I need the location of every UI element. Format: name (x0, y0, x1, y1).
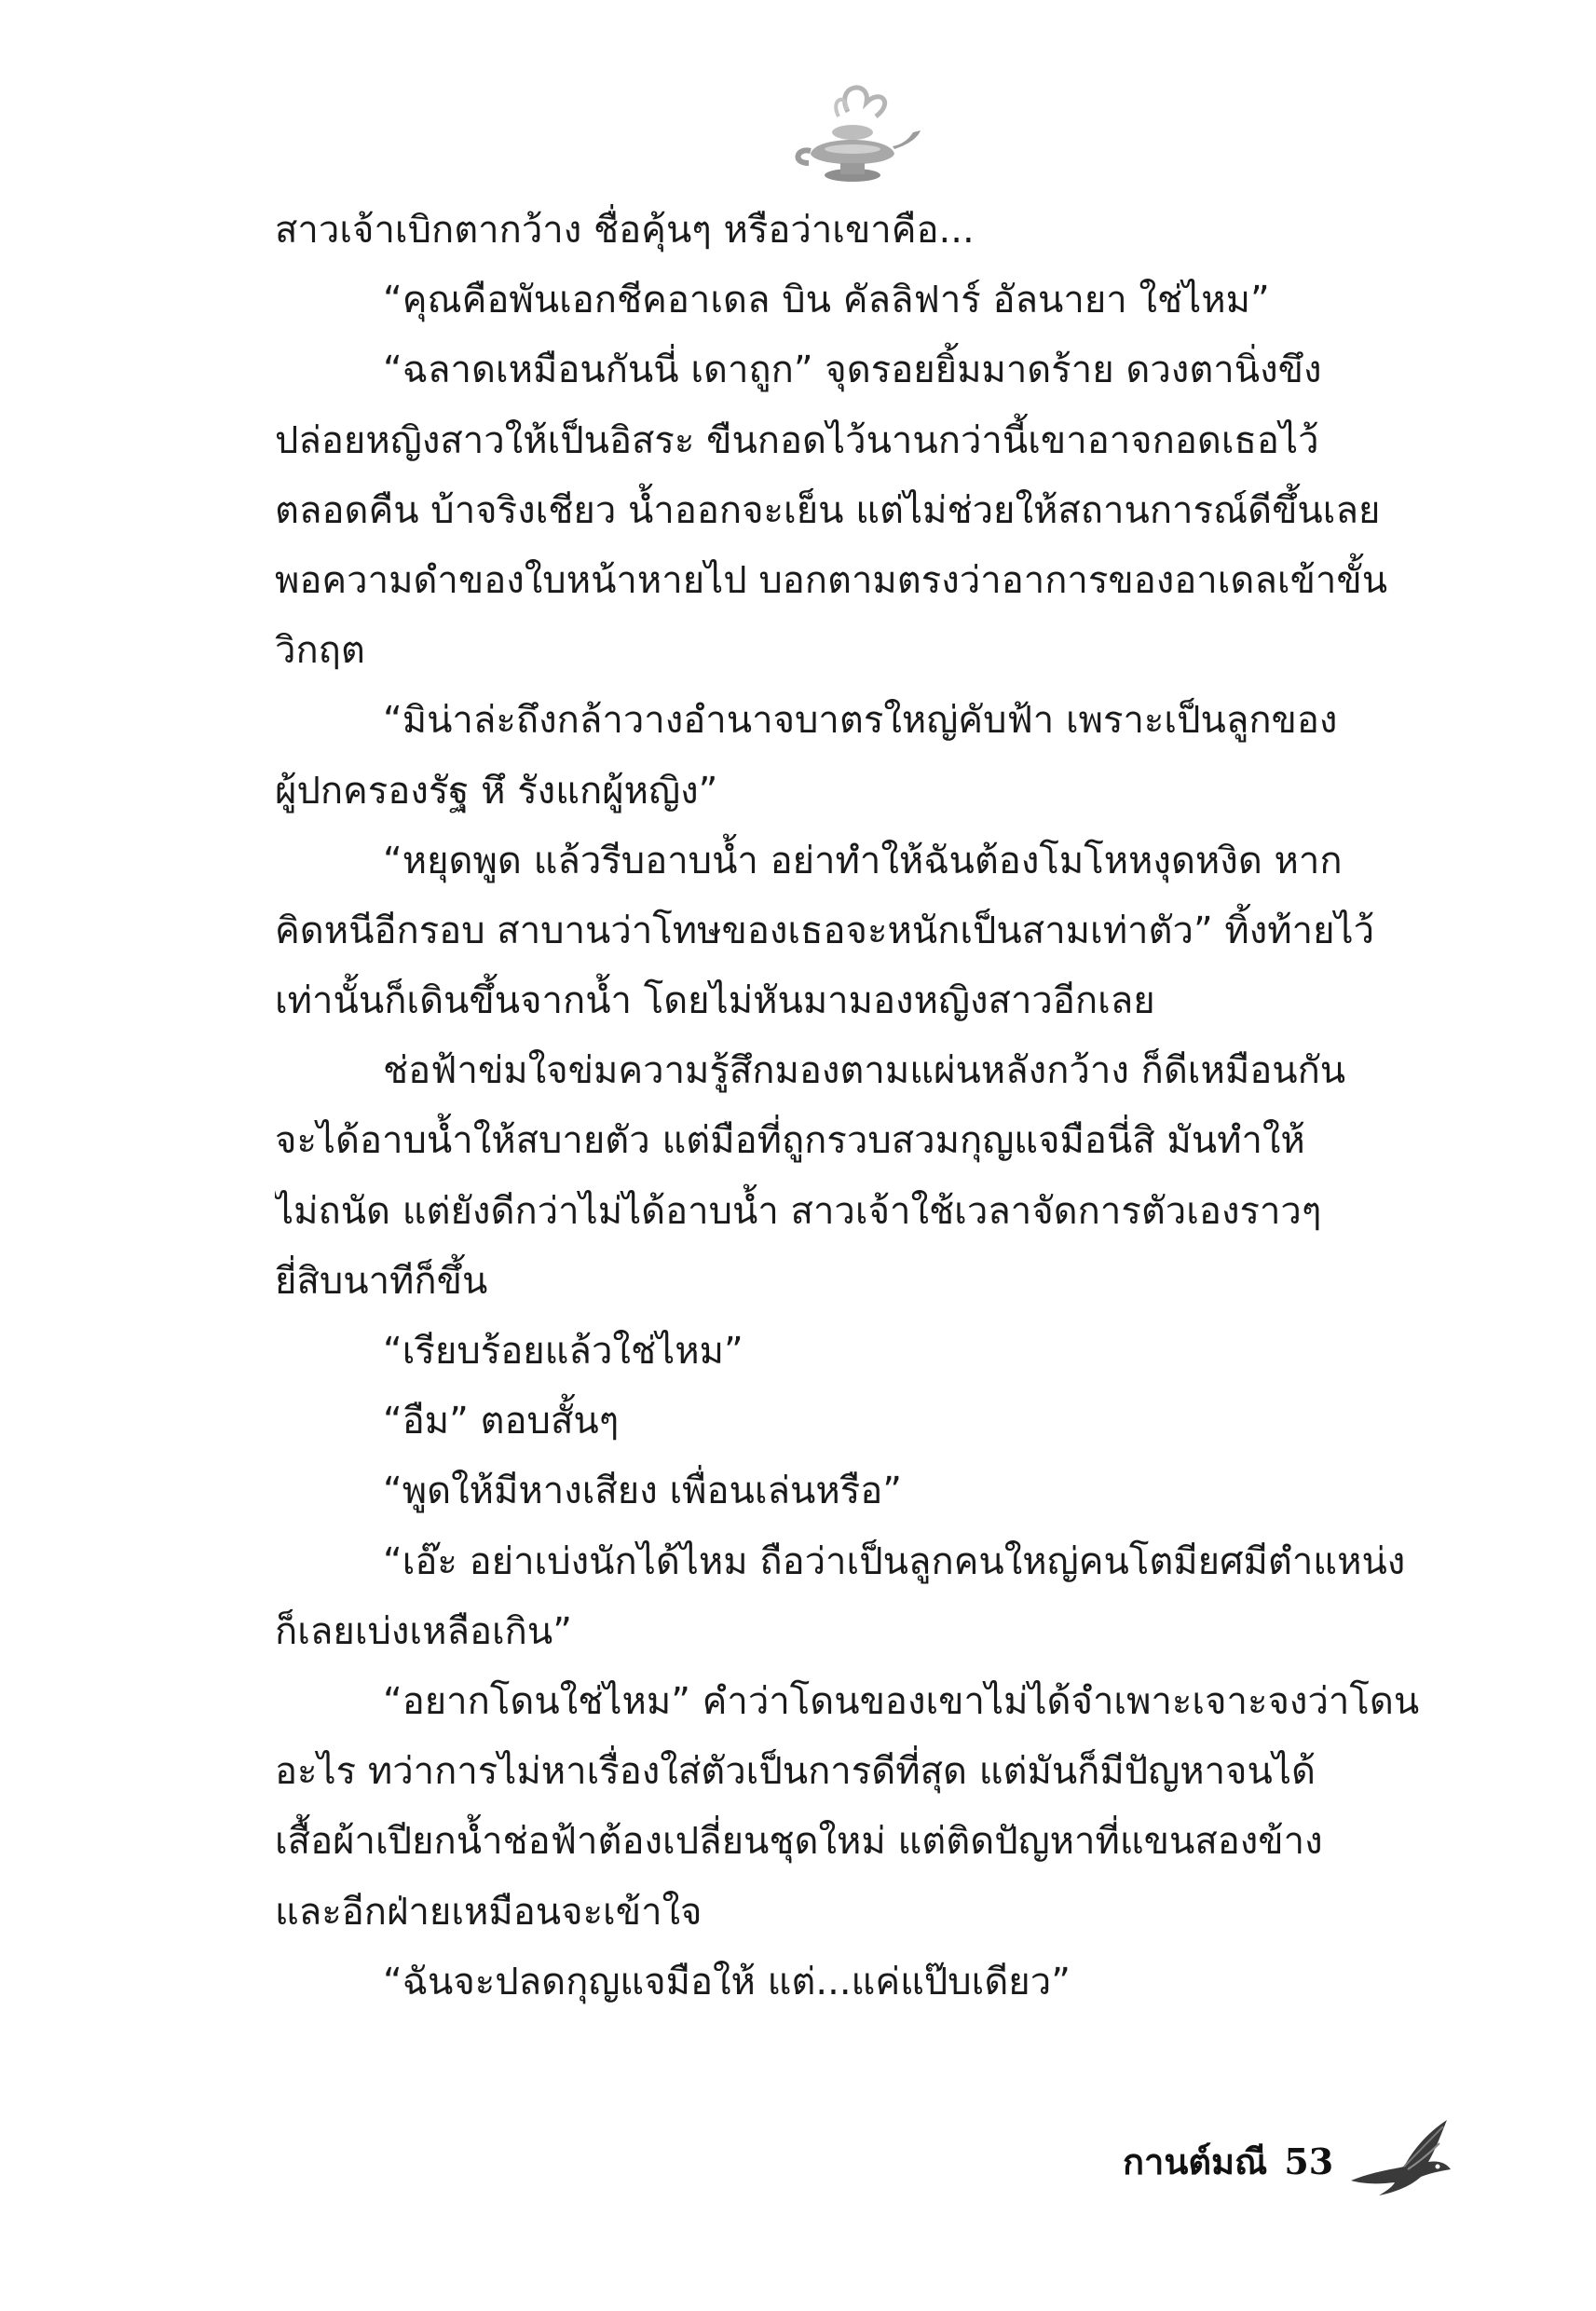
text-line: “อยากโดนใช่ไหม” คำว่าโดนของเขาไม่ได้จำเพาะเจาะจงว่าโดน (383, 1679, 1420, 1723)
text-line: พอความดำของใบหน้าหายไป บอกตามตรงว่าอาการของอาเดลเข้าขั้น (275, 558, 1388, 602)
text-line: สาวเจ้าเบิกตากว้าง ชื่อคุ้นๆ หรือว่าเขาคือ... (275, 209, 975, 252)
book-title: กานต์มณี (1123, 2140, 1268, 2182)
page-footer (1099, 2115, 1453, 2218)
text-line: “คุณคือพันเอกชีคอาเดล บิน คัลลิฟาร์ อัลนายา ใช่ไหม” (383, 279, 1270, 322)
text-line: เท่านั้นก็เดินขึ้นจากน้ำ โดยไม่หันมามองหญิงสาวอีกเลย (275, 979, 1155, 1023)
text-line: และอีกฝ่ายเหมือนจะเข้าใจ (275, 1890, 703, 1934)
text-line: ปล่อยหญิงสาวให้เป็นอิสระ ขืนกอดไว้นานกว่านี้เขาอาจกอดเธอไว้ (275, 418, 1319, 462)
bird-icon (1346, 2115, 1453, 2204)
footer-label (1123, 2139, 1333, 2185)
body-text (275, 196, 1430, 2017)
text-line: “ฉลาดเหมือนกันนี่ เดาถูก” จุดรอยยิ้มมาดร้าย ดวงตานิ่งขึง (383, 349, 1322, 392)
text-line: “พูดให้มีหางเสียง เพื่อนเล่นหรือ” (383, 1470, 902, 1513)
genie-lamp-icon (783, 75, 922, 196)
text-line: “ฉันจะปลดกุญแจมือให้ แต่...แค่แป๊บเดียว” (383, 1960, 1071, 2003)
text-line: “มิน่าล่ะถึงกล้าวางอำนาจบาตรใหญ่คับฟ้า เพราะเป็นลูกของ (383, 699, 1338, 743)
text-line: ยี่สิบนาทีก็ขึ้น (275, 1259, 488, 1303)
text-line: “หยุดพูด แล้วรีบอาบน้ำ อย่าทำให้ฉันต้องโมโหหงุดหงิด หาก (383, 839, 1343, 882)
text-line: ผู้ปกครองรัฐ หึ รังแกผู้หญิง” (275, 769, 718, 813)
text-line: วิกฤต (275, 629, 365, 673)
text-line: อะไร ทว่าการไม่หาเรื่องใส่ตัวเป็นการดีที่สุด แต่มันก็มีปัญหาจนได้ (275, 1750, 1316, 1794)
text-line: ช่อฟ้าข่มใจข่มความรู้สึกมองตามแผ่นหลังกว้าง ก็ดีเหมือนกัน (383, 1049, 1346, 1093)
text-line: จะได้อาบน้ำให้สบายตัว แต่มือที่ถูกรวบสวมกุญแจมือนี่สิ มันทำให้ (275, 1119, 1305, 1163)
text-line: ก็เลยเบ่งเหลือเกิน” (275, 1609, 572, 1653)
text-line: ตลอดคืน บ้าจริงเชียว น้ำออกจะเย็น แต่ไม่ช่วยให้สถานการณ์ดีขึ้นเลย (275, 488, 1381, 532)
text-line: “เอ๊ะ อย่าเบ่งนักได้ไหม ถือว่าเป็นลูกคนใหญ่คนโตมียศมีตำแหน่ง (383, 1539, 1406, 1583)
text-line: “เรียบร้อยแล้วใช่ไหม” (383, 1330, 743, 1373)
page-number: 53 (1284, 2140, 1334, 2182)
text-line: “อืม” ตอบสั้นๆ (383, 1400, 620, 1443)
text-line: คิดหนีอีกรอบ สาบานว่าโทษของเธอจะหนักเป็นสามเท่าตัว” ทิ้งท้ายไว้ (275, 909, 1375, 952)
text-line: ไม่ถนัด แต่ยังดีกว่าไม่ได้อาบน้ำ สาวเจ้าใช้เวลาจัดการตัวเองราวๆ (275, 1189, 1322, 1233)
text-line: เสื้อผ้าเปียกน้ำช่อฟ้าต้องเปลี่ยนชุดใหม่ แต่ติดปัญหาที่แขนสองข้าง (275, 1820, 1323, 1864)
